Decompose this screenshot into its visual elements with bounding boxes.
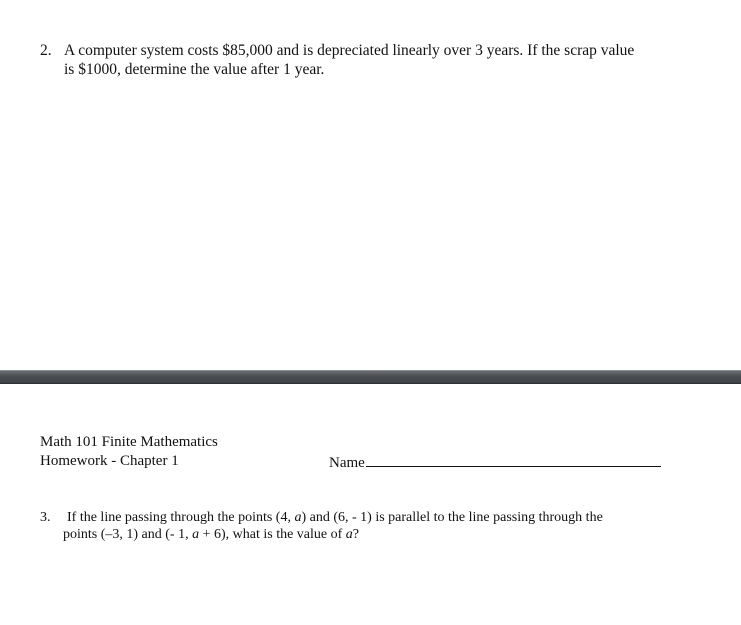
name-blank-line [366,452,661,467]
problem-3 [40,509,680,543]
name-field [329,452,661,473]
problem-3-text-1b: ) and (6, - 1) is parallel to the line passing through the [301,510,603,525]
variable-a: a [345,527,353,542]
problem-2-text-line-1: A computer system costs $85,000 and is depreciated linearly over 3 years. If the scrap value [64,42,635,59]
variable-a: a [192,527,200,542]
worksheet-header [40,433,218,471]
variable-a: a [294,510,302,525]
problem-2-number: 2. [40,42,52,59]
problem-2-text-line-2: is $1000, determine the value after 1 year. [64,61,325,78]
page-divider [0,370,741,384]
problem-3-text-1a: If the line passing through the points (4, [67,510,295,525]
problem-3-text-2b: + 6), what is the value of [199,527,346,542]
problem-3-text-2c: ? [352,527,360,542]
problem-2 [40,41,680,79]
name-label: Name [329,455,365,471]
problem-3-number: 3. [40,510,51,525]
assignment-title: Homework - Chapter 1 [40,453,179,469]
course-title: Math 101 Finite Mathematics [40,434,218,450]
problem-3-text-2a: points (–3, 1) and (- 1, [63,527,193,542]
